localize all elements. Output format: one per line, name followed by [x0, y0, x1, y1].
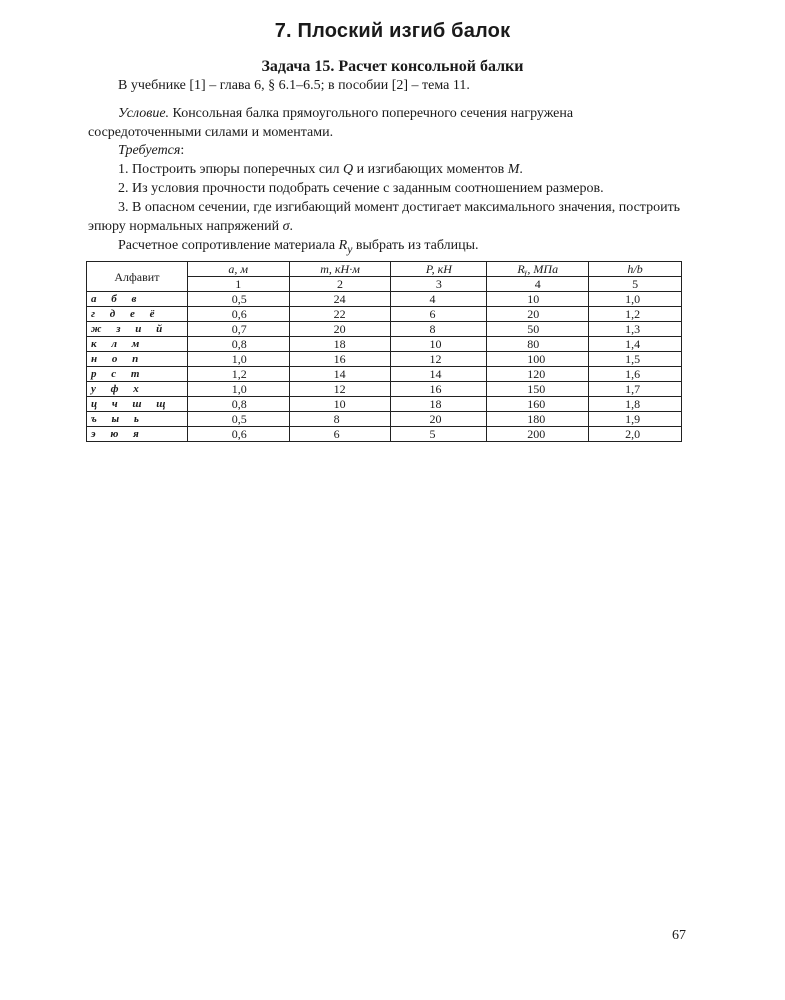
cell-p: 14: [391, 367, 487, 382]
cell-m: 24: [289, 292, 391, 307]
item3-end: .: [289, 219, 293, 234]
cell-a: 0,8: [187, 337, 289, 352]
cell-m: 22: [289, 307, 391, 322]
cell-hb: 1,3: [589, 322, 682, 337]
cell-a: 0,6: [187, 307, 289, 322]
cell-m: 14: [289, 367, 391, 382]
cell-hb: 1,4: [589, 337, 682, 352]
parameters-table: [86, 261, 682, 442]
table-row: [87, 337, 682, 352]
table-row: [87, 292, 682, 307]
cell-r: 120: [487, 367, 589, 382]
row-letters: ж з и й: [87, 322, 188, 337]
header-alphabet: Алфавит: [87, 262, 188, 292]
table-row: [87, 397, 682, 412]
column-number: 5: [589, 277, 682, 292]
required-item-2: 2. Из условия прочности подобрать сечение с заданным соотношением размеров.: [118, 181, 604, 196]
item3-pre: 3. В опасном сечении, где изгибающий момент достигает максимального значения, построить эпюру нормальных напряжений: [88, 200, 681, 234]
required-item-4: [88, 236, 688, 259]
row-letters: к л м: [87, 337, 188, 352]
cell-a: 0,7: [187, 322, 289, 337]
cell-r: 200: [487, 427, 589, 442]
cell-p: 18: [391, 397, 487, 412]
cell-hb: 1,0: [589, 292, 682, 307]
required-label: Требуется: [118, 143, 181, 158]
table-row: [87, 307, 682, 322]
header-hb: h/b: [589, 262, 682, 277]
cell-p: 6: [391, 307, 487, 322]
row-letters: а б в: [87, 292, 188, 307]
column-number: 1: [187, 277, 289, 292]
cell-r: 160: [487, 397, 589, 412]
cell-p: 10: [391, 337, 487, 352]
item1-end: .: [519, 162, 523, 177]
cell-m: 8: [289, 412, 391, 427]
item1-q: Q: [343, 162, 354, 177]
column-number: 3: [391, 277, 487, 292]
cell-a: 1,2: [187, 367, 289, 382]
reference-text: В учебнике [1] – глава 6, § 6.1–6.5; в пособии [2] – тема 11.: [118, 78, 470, 93]
column-number: 2: [289, 277, 391, 292]
row-letters: э ю я: [87, 427, 188, 442]
cell-m: 6: [289, 427, 391, 442]
cell-r: 20: [487, 307, 589, 322]
cell-hb: 1,8: [589, 397, 682, 412]
cell-r: 180: [487, 412, 589, 427]
cell-hb: 1,5: [589, 352, 682, 367]
cell-m: 20: [289, 322, 391, 337]
condition-label: Условие.: [118, 106, 170, 121]
cell-r: 100: [487, 352, 589, 367]
required-colon: :: [180, 143, 185, 158]
row-letters: р с т: [87, 367, 188, 382]
cell-a: 0,5: [187, 412, 289, 427]
cell-r: 10: [487, 292, 589, 307]
header-r: Rᵧ, МПа: [487, 262, 589, 277]
table-row: [87, 322, 682, 337]
condition-text: [88, 104, 688, 142]
cell-hb: 1,9: [589, 412, 682, 427]
cell-r: 80: [487, 337, 589, 352]
condition-paragraph: [88, 104, 688, 142]
header-a: a, м: [187, 262, 289, 277]
cell-a: 0,8: [187, 397, 289, 412]
table-header-row: [87, 262, 682, 277]
cell-hb: 2,0: [589, 427, 682, 442]
item1-mid: и изгибающих моментов: [353, 162, 508, 177]
chapter-title: 7. Плоский изгиб балок: [274, 20, 511, 42]
requirements-section: [88, 141, 688, 259]
row-letters: у ф х: [87, 382, 188, 397]
cell-a: 1,0: [187, 382, 289, 397]
cell-a: 0,6: [187, 427, 289, 442]
table-row: [87, 427, 682, 442]
cell-p: 20: [391, 412, 487, 427]
required-item-1: [88, 160, 688, 179]
cell-p: 5: [391, 427, 487, 442]
cell-r: 150: [487, 382, 589, 397]
row-letters: г д е ё: [87, 307, 188, 322]
table-row: [87, 412, 682, 427]
task-title: Задача 15. Расчет консольной балки: [261, 58, 524, 75]
required-heading: [88, 141, 688, 160]
item4-pre: Расчетное сопротивление материала: [118, 238, 339, 253]
cell-m: 10: [289, 397, 391, 412]
page-number: 67: [672, 928, 686, 943]
row-letters: ц ч ш щ: [87, 397, 188, 412]
cell-p: 8: [391, 322, 487, 337]
table-row: [87, 367, 682, 382]
cell-hb: 1,7: [589, 382, 682, 397]
cell-p: 12: [391, 352, 487, 367]
cell-m: 16: [289, 352, 391, 367]
reference-line: [88, 76, 688, 95]
item1-m: M: [507, 162, 520, 177]
row-letters: н о п: [87, 352, 188, 367]
cell-a: 1,0: [187, 352, 289, 367]
header-m: m, кН·м: [289, 262, 391, 277]
row-letters: ъ ы ь: [87, 412, 188, 427]
cell-m: 12: [289, 382, 391, 397]
table-row: [87, 352, 682, 367]
item1-pre: 1. Построить эпюры поперечных сил: [118, 162, 344, 177]
cell-a: 0,5: [187, 292, 289, 307]
cell-p: 16: [391, 382, 487, 397]
column-number: 4: [487, 277, 589, 292]
item3-sigma: σ: [282, 219, 290, 234]
cell-p: 4: [391, 292, 487, 307]
cell-m: 18: [289, 337, 391, 352]
cell-hb: 1,2: [589, 307, 682, 322]
item4-sub: y: [347, 242, 353, 256]
item4-end: выбрать из таблицы.: [352, 238, 479, 253]
required-item-3: [88, 198, 688, 236]
condition-body: Консольная балка прямоугольного поперечного сечения нагружена сосредоточенными силами и моментами.: [88, 106, 574, 140]
cell-r: 50: [487, 322, 589, 337]
cell-hb: 1,6: [589, 367, 682, 382]
item4-r: R: [338, 238, 348, 253]
header-p: P, кН: [391, 262, 487, 277]
table-row: [87, 382, 682, 397]
